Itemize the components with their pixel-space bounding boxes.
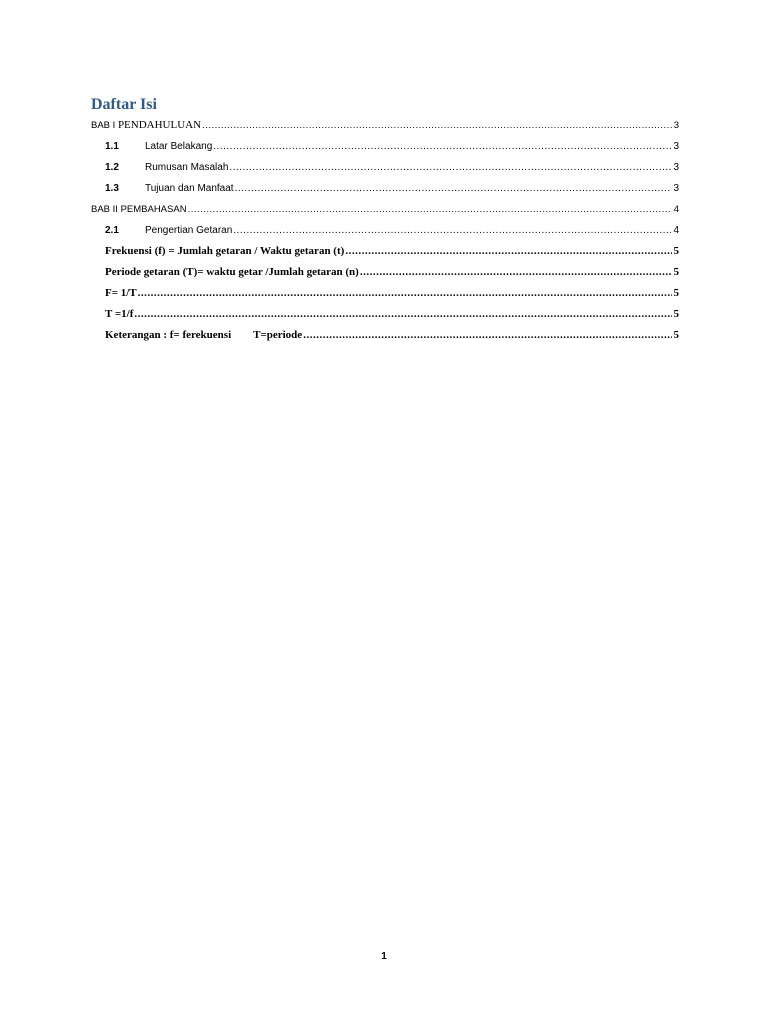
dot-leader	[202, 115, 672, 136]
toc-page-number: 5	[673, 245, 679, 257]
toc-page-number: 3	[673, 141, 679, 152]
dot-leader	[233, 220, 671, 241]
toc-entry-label: F= 1/T	[105, 287, 137, 299]
toc-page-number: 5	[673, 287, 679, 299]
toc-entry-label: BAB II PEMBAHASAN	[91, 204, 187, 215]
toc-entry-1-3[interactable]	[91, 178, 679, 199]
toc-entry-number: 1.3	[105, 183, 119, 194]
dot-leader	[188, 199, 672, 220]
toc-entry-keterangan[interactable]	[91, 325, 679, 346]
toc-entry-number: 1.2	[105, 162, 119, 173]
table-of-contents	[91, 115, 679, 346]
toc-entry-bab-1[interactable]	[91, 115, 679, 136]
toc-page-number: 3	[673, 120, 679, 131]
toc-entry-f-formula[interactable]	[91, 283, 679, 304]
toc-entry-1-1[interactable]	[91, 136, 679, 157]
toc-entry-label: Pengertian Getaran	[145, 225, 233, 236]
toc-entry-2-1[interactable]	[91, 220, 679, 241]
toc-entry-label: T =1/f	[105, 308, 134, 320]
toc-title: Daftar Isi	[91, 96, 157, 113]
toc-entry-t-formula[interactable]	[91, 304, 679, 325]
footer-page-number: 1	[381, 951, 387, 962]
toc-page-number: 5	[673, 329, 679, 341]
toc-entry-number: 2.1	[105, 225, 119, 236]
toc-entry-label: Rumusan Masalah	[145, 162, 229, 173]
toc-page-number: 5	[673, 266, 679, 278]
toc-entry-number: 1.1	[105, 141, 119, 152]
dot-leader	[138, 283, 672, 304]
toc-entry-bab-2[interactable]	[91, 199, 679, 220]
toc-entry-1-2[interactable]	[91, 157, 679, 178]
toc-entry-label: Periode getaran (T)= waktu getar /Jumlah getaran (n)	[105, 266, 359, 278]
dot-leader	[360, 262, 672, 283]
dot-leader	[345, 241, 671, 262]
toc-page-number: 4	[673, 204, 679, 215]
dot-leader	[303, 325, 671, 346]
toc-entry-frekuensi[interactable]	[91, 241, 679, 262]
toc-page-number: 5	[673, 308, 679, 320]
toc-entry-label: Latar Belakang	[145, 141, 213, 152]
toc-entry-label: Frekuensi (f) = Jumlah getaran / Waktu getaran (t)	[105, 245, 345, 257]
toc-page-number: 3	[673, 162, 679, 173]
dot-leader	[213, 136, 671, 157]
toc-page-number: 3	[673, 183, 679, 194]
toc-entry-label: BAB I PENDAHULUAN	[91, 119, 202, 131]
toc-entry-label: Tujuan dan Manfaat	[145, 183, 234, 194]
toc-entry-label: Keterangan : f= ferekuensi T=periode	[105, 329, 303, 341]
dot-leader	[229, 157, 671, 178]
dot-leader	[134, 304, 671, 325]
toc-page-number: 4	[673, 225, 679, 236]
dot-leader	[235, 178, 672, 199]
toc-entry-periode[interactable]	[91, 262, 679, 283]
